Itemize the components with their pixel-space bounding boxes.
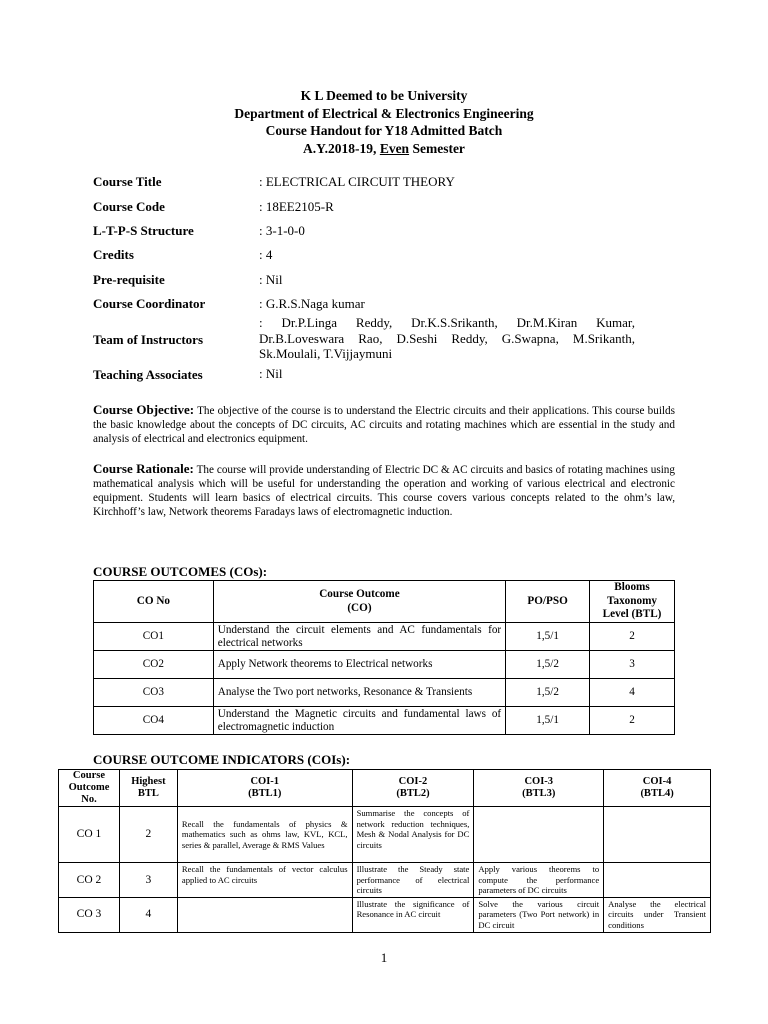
rationale-text: The course will provide understanding of Electric DC & AC circuits and basics of rotating machines using mathematical analysis which will be useful for understanding the operation and working of various electrical and electronic equipment. Students will learn basics of electrical circuits. This course covers various concepts related to the ohm’s law, Kirchhoff’s law, Network theorems Faradays laws of electromagnetic induction. <box>93 464 675 518</box>
table-cell: 2 <box>590 623 675 651</box>
academic-year: A.Y.2018-19, Even Semester <box>303 140 465 156</box>
table-cell: Illustrate the Steady state performance of electrical circuits <box>352 863 474 898</box>
table-cell: Understand the Magnetic circuits and fundamental laws of electromagnetic induction <box>213 707 505 735</box>
document-header <box>0 87 768 157</box>
table-cell: CO 2 <box>59 863 120 898</box>
table-cell: Summarise the concepts of network reduction techniques, Mesh & Nodal Analysis for DC circuits <box>352 807 474 863</box>
table-cell: Solve the various circuit parameters (Two Port network) in DC circuit <box>474 897 604 932</box>
coi-header-row <box>59 770 711 807</box>
coi-header-cell: COI-1 (BTL1) <box>177 770 352 807</box>
co-header-row <box>94 581 675 623</box>
table-cell: CO1 <box>94 623 214 651</box>
table-cell: 1,5/2 <box>506 651 590 679</box>
info-label: Pre-requisite <box>93 272 165 287</box>
info-label: L-T-P-S Structure <box>93 223 194 238</box>
table-cell: 2 <box>119 807 177 863</box>
table-cell <box>177 897 352 932</box>
table-cell <box>474 807 604 863</box>
info-value: : 4 <box>259 247 273 262</box>
coi-header-cell: COI-3 (BTL3) <box>474 770 604 807</box>
info-value: : Nil <box>259 272 283 287</box>
table-cell: CO 1 <box>59 807 120 863</box>
table-row <box>94 707 675 735</box>
table-cell: 3 <box>119 863 177 898</box>
table-cell: 1,5/2 <box>506 679 590 707</box>
table-row <box>59 897 711 932</box>
page-number: 1 <box>380 950 388 965</box>
course-outcome-indicators-table <box>58 769 711 933</box>
coi-header-cell: COI-2 (BTL2) <box>352 770 474 807</box>
table-row <box>94 651 675 679</box>
info-value: : Nil <box>259 366 283 381</box>
table-cell: Analyse the Two port networks, Resonance & Transients <box>213 679 505 707</box>
table-cell: Recall the fundamentals of vector calculus applied to AC circuits <box>177 863 352 898</box>
co-section-title: COURSE OUTCOMES (COs): <box>93 564 268 579</box>
department-name: Department of Electrical & Electronics Engineering <box>234 105 534 121</box>
table-cell: Apply Network theorems to Electrical networks <box>213 651 505 679</box>
semester-underlined: Even <box>379 140 410 156</box>
info-label: Course Code <box>93 199 165 214</box>
coi-header-cell: COI-4 (BTL4) <box>604 770 711 807</box>
info-value: : 3-1-0-0 <box>259 223 305 238</box>
table-row <box>94 623 675 651</box>
rationale-heading: Course Rationale: <box>93 461 194 476</box>
table-cell: Recall the fundamentals of physics & mathematics such as ohms law, KVL, KCL, series & parallel, Average & RMS Values <box>177 807 352 863</box>
table-cell: 1,5/1 <box>506 707 590 735</box>
table-cell: 1,5/1 <box>506 623 590 651</box>
course-objective <box>93 403 675 446</box>
co-header-cell: Course Outcome (CO) <box>213 581 505 623</box>
table-row <box>59 807 711 863</box>
table-row <box>94 679 675 707</box>
info-value: : 18EE2105-R <box>259 199 334 214</box>
info-label: Course Title <box>93 174 162 189</box>
handout-title: Course Handout for Y18 Admitted Batch <box>265 123 503 138</box>
info-value: : ELECTRICAL CIRCUIT THEORY <box>259 174 455 189</box>
table-cell: 2 <box>590 707 675 735</box>
university-name: K L Deemed to be University <box>300 88 468 103</box>
info-label: Credits <box>93 247 134 262</box>
table-cell: Apply various theorems to compute the performance parameters of DC circuits <box>474 863 604 898</box>
table-cell: 3 <box>590 651 675 679</box>
coi-section-title: COURSE OUTCOME INDICATORS (COIs): <box>93 752 351 767</box>
course-outcomes-table <box>93 580 675 735</box>
co-header-cell: CO No <box>94 581 214 623</box>
table-cell: Analyse the electrical circuits under Transient conditions <box>604 897 711 932</box>
table-row <box>59 863 711 898</box>
table-cell: CO 3 <box>59 897 120 932</box>
table-cell: CO2 <box>94 651 214 679</box>
objective-heading: Course Objective: <box>93 402 195 417</box>
info-value: : Dr.P.Linga Reddy, Dr.K.S.Srikanth, Dr.M.Kiran Kumar, Dr.B.Loveswara Rao, D.Seshi Reddy, G.Swapna, M.Srikanth, Sk.Moulali, T.Vijjaymuni <box>259 315 635 361</box>
coi-header-cell: Highest BTL <box>119 770 177 807</box>
info-label: Team of Instructors <box>93 332 204 347</box>
objective-text: The objective of the course is to understand the Electric circuits and their applications. This course builds the basic knowledge about the concepts of DC circuits, AC circuits and rotating machines which are essential in the study and analysis of electrical and electronics equipment. <box>93 405 675 445</box>
co-header-cell: Blooms Taxonomy Level (BTL) <box>590 581 675 623</box>
info-value: : G.R.S.Naga kumar <box>259 296 365 311</box>
table-cell: 4 <box>590 679 675 707</box>
info-label: Course Coordinator <box>93 296 206 311</box>
info-label: Teaching Associates <box>93 367 203 382</box>
table-cell <box>604 807 711 863</box>
table-cell: CO4 <box>94 707 214 735</box>
table-cell: Illustrate the significance of Resonance in AC circuit <box>352 897 474 932</box>
table-cell <box>604 863 711 898</box>
table-cell: CO3 <box>94 679 214 707</box>
coi-header-cell: Course Outcome No. <box>59 770 120 807</box>
co-header-cell: PO/PSO <box>506 581 590 623</box>
table-cell: Understand the circuit elements and AC fundamentals for electrical networks <box>213 623 505 651</box>
table-cell: 4 <box>119 897 177 932</box>
course-rationale <box>93 462 675 519</box>
